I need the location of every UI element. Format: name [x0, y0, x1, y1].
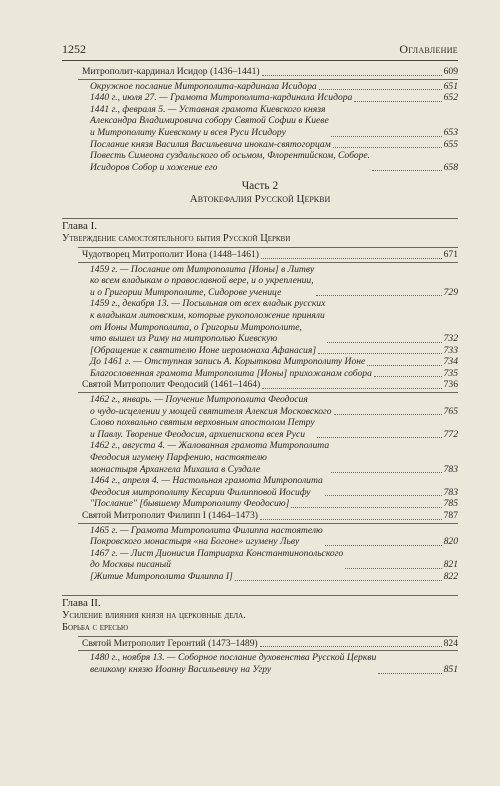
dot-leader: [325, 545, 442, 546]
toc-page-number: 783: [443, 486, 458, 498]
toc-entry-text: Святой Митрополит Геронтий (1473–1489): [82, 637, 258, 649]
chapter-2-rule: [78, 636, 458, 637]
dot-leader: [327, 342, 441, 343]
toc-page-number: 783: [443, 463, 458, 475]
entry-rule: [78, 262, 458, 263]
toc-page-number: 653: [443, 126, 458, 138]
toc-entry-text: 1462 г., августа 4. — Жалованная грамота Митрополита Феодосия игумену Парфению, настоятелю монастыря Архангела Михаила в Суздале: [90, 440, 330, 475]
dot-leader: [367, 365, 441, 366]
toc-page-number: 765: [443, 405, 458, 417]
toc-entry-person: [62, 379, 458, 391]
toc-entry-text: Окружное послание Митрополита-кардинала Исидора: [90, 80, 317, 92]
dot-leader: [260, 519, 442, 520]
toc-page-number: 735: [443, 367, 458, 379]
dot-leader: [331, 136, 442, 137]
toc-entry-person: [62, 510, 458, 522]
toc-entry-text: 1467 г. — Лист Дионисия Патриарха Константинопольского до Москвы писаный: [90, 547, 344, 571]
dot-leader: [260, 646, 442, 647]
toc-page-number: 652: [443, 92, 458, 104]
toc-entry-text: [Обращение к святителю Ионе иеромонаха Афанасия]: [90, 344, 317, 356]
toc-entry-document: [62, 264, 458, 299]
toc-entry-text: 1464 г., апреля 4. — Настольная грамота Митрополита Феодосия митрополиту Кесарии Филипповой Иосифу: [90, 475, 323, 498]
toc-entry-document: [62, 498, 458, 510]
toc-entry-text: Святой Митрополит Феодосий (1461–1464): [82, 379, 261, 391]
dot-leader: [319, 89, 442, 90]
toc-page-number: 734: [443, 356, 458, 368]
dot-leader: [316, 295, 441, 296]
dot-leader: [261, 258, 442, 259]
toc-entry-text: 1465 г. — Грамота Митрополита Филиппа настоятелю Покровского монастыря «на Богоне» игумену Льву: [90, 524, 323, 548]
dot-leader: [262, 388, 441, 389]
toc-entry-document: [62, 571, 458, 583]
chapter-rule-2: [62, 595, 458, 596]
dot-leader: [331, 472, 441, 473]
chapter-1-title: Утверждение самостоятельного бытия Русской Церкви: [62, 233, 291, 245]
entry-rule: [78, 79, 458, 80]
toc-entry-document: [62, 150, 458, 173]
chapter-rule: [62, 218, 458, 219]
chapter-2-label: Глава II.: [62, 596, 101, 609]
toc-entry-document: [62, 81, 458, 93]
dot-leader: [354, 101, 441, 102]
toc-page-number: 671: [443, 248, 458, 260]
dot-leader: [333, 147, 442, 148]
toc-page-number: 851: [443, 663, 458, 675]
toc-entry-text: Митрополит-кардинал Исидор (1436–1441): [82, 66, 260, 77]
toc-entry-text: [Житие Митрополита Филиппа I]: [90, 570, 233, 582]
toc-entry-document: [62, 652, 458, 675]
toc-entry-text: 1440 г., июля 27. — Грамота Митрополита-кардинала Исидора: [90, 92, 353, 104]
toc-entry-text: 1480 г., ноября 13. — Соборное послание духовенства Русской Церкви великому князю Иоанну Васильевичу на Угру: [90, 652, 377, 675]
dot-leader: [374, 376, 442, 377]
header-rule: [62, 60, 458, 61]
toc-entry-document: [62, 345, 458, 357]
dot-leader: [325, 495, 442, 496]
chapter-2-title: Усиление влияния князя на церковные дела.: [62, 609, 246, 621]
chapter-1-label: Глава I.: [62, 220, 97, 233]
running-header: [62, 42, 458, 57]
chapter-1-rule: [78, 247, 458, 248]
toc-page-number: 736: [443, 379, 458, 391]
toc-entry-text: До 1461 г. — Отступная запись А. Корыткова Митрополиту Ионе: [90, 356, 366, 368]
toc-entry-text: 1441 г., февраля 5. — Уставная грамота Киевского князя Александра Владимировича собору Святой Софии в Киеве и Митрополиту Киевскому и всея Руси Исидору: [90, 103, 329, 138]
dot-leader: [262, 75, 442, 76]
toc-entry-document: [62, 139, 458, 151]
toc-entry-document: [62, 440, 458, 475]
toc-entry-person: [62, 249, 458, 261]
toc-entry-document: [62, 104, 458, 139]
toc-entry-document: [62, 417, 458, 440]
toc-page-number: 658: [443, 161, 458, 173]
dot-leader: [372, 170, 442, 171]
toc-entry-text: Повесть Симеона суздальского об осьмом, Флорентийском, Соборе. Исидоров Собор и хожение его: [90, 150, 371, 173]
entry-rule: [78, 392, 458, 393]
toc-page-number: 732: [443, 333, 458, 345]
toc-block-isidor: [62, 66, 458, 173]
running-title: Оглавление: [399, 42, 458, 56]
toc-page-number: 772: [443, 428, 458, 440]
dot-leader: [291, 507, 441, 508]
toc-page-number: 733: [443, 344, 458, 356]
entry-rule: [78, 650, 458, 651]
toc-entry-text: Благословенная грамота Митрополита [Ионы] прихожанам собора: [90, 367, 372, 379]
dot-leader: [318, 353, 442, 354]
chapter-2-subtitle: Борьба с ересью: [62, 622, 129, 634]
part-subtitle: Автокефалия Русской Церкви: [189, 193, 331, 206]
toc-page-number: 651: [443, 80, 458, 92]
toc-page-number: 824: [443, 637, 458, 649]
toc-entry-document: [62, 548, 458, 571]
toc-entry-person: [62, 638, 458, 650]
dot-leader: [317, 437, 442, 438]
dot-leader: [334, 414, 442, 415]
toc-block-chapter-1: [62, 249, 458, 583]
toc-page-number: 822: [443, 570, 458, 582]
entry-rule: [78, 523, 458, 524]
toc-entry-text: Послание князя Василия Васильевича инокам-святогорцам: [90, 138, 331, 150]
toc-page-number: 729: [443, 286, 458, 298]
toc-entry-text: Святой Митрополит Филипп I (1464–1473): [82, 510, 258, 521]
toc-entry-text: Слово похвально святым верховным апостолом Петру и Павлу. Творение Феодосия, архиепископа всея Руси: [90, 417, 315, 440]
part-title: Часть 2: [241, 180, 279, 193]
toc-entry-document: [62, 475, 458, 498]
toc-page-number: 655: [443, 138, 458, 150]
toc-entry-document: [62, 356, 458, 368]
toc-entry-person: [62, 66, 458, 78]
toc-entry-document: [62, 368, 458, 380]
toc-entry-document: [62, 298, 458, 344]
toc-block-chapter-2: [62, 638, 458, 676]
toc-page-number: 820: [443, 536, 458, 548]
page-number: 1252: [62, 42, 86, 56]
dot-leader: [345, 568, 441, 569]
toc-entry-text: 1462 г., январь. — Поучение Митрополита Феодосия о чудо-исцелении у мощей святителя Алексия Московского: [90, 394, 332, 417]
toc-entry-document: [62, 525, 458, 548]
toc-entry-text: 1459 г. — Послание от Митрополита [Ионы] в Литву ко всем владыкам о православной вере, и о укреплении, и о Григории Митрополите, Сидорове ученице: [90, 263, 315, 298]
toc-entry-text: 1459 г., декабря 13. — Посыльная от всех владык русских к владыкам литовским, которые рукоположение приняли от Ионы Митрополита, о Григорьи Митрополите, что вышел из Риму на митрополью Киевскую: [90, 298, 326, 345]
toc-entry-document: [62, 394, 458, 417]
toc-page-number: 821: [443, 559, 458, 571]
toc-content: [62, 66, 458, 676]
toc-entry-document: [62, 92, 458, 104]
toc-page-number: 787: [443, 510, 458, 521]
dot-leader: [235, 580, 442, 581]
toc-entry-text: Чудотворец Митрополит Иона (1448–1461): [82, 248, 259, 260]
dot-leader: [378, 673, 441, 674]
toc-page-number: 785: [443, 498, 458, 510]
toc-entry-text: "Послание" [бывшему Митрополиту Феодосию]: [90, 498, 290, 510]
toc-page-number: 609: [443, 66, 458, 77]
